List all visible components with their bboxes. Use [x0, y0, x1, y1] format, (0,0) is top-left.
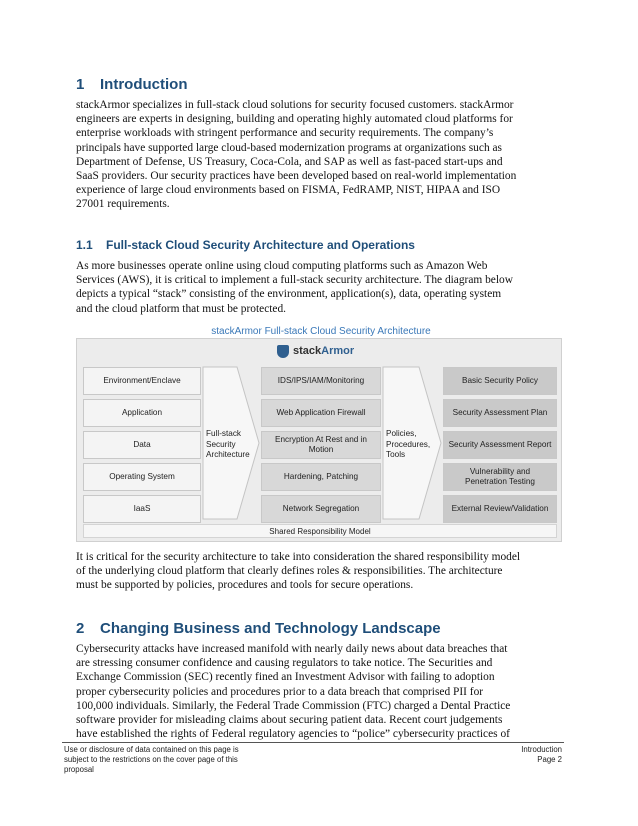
text-line: must be supported by policies, procedures and tools for secure operations.	[76, 579, 414, 592]
text-line: principals have supported large cloud-based modernization programs at organizations such as	[76, 141, 502, 154]
stack-layer-box: Environment/Enclave	[83, 367, 201, 395]
text-line: have established the rights of Federal regulatory agencies to “police” cybersecurity practices of	[76, 728, 510, 741]
stackarmor-logo	[277, 343, 367, 359]
text-line: of the underlying cloud platform that clearly defines roles & responsibilities. The architecture	[76, 565, 503, 578]
policy-column	[443, 367, 557, 523]
security-control-box: Encryption At Rest and in Motion	[261, 431, 381, 459]
policy-box: Basic Security Policy	[443, 367, 557, 395]
text-line: are stressing consumer confidence and causing regulators to take notice. The Securities and	[76, 657, 493, 670]
text-line: As more businesses operate online using cloud computing platforms such as Amazon Web	[76, 260, 488, 272]
text-line: 100,000 individuals. Similarly, the Federal Trade Commission (FTC) charged a Dental Practice	[76, 699, 511, 712]
text-line: proper cybersecurity policies and procedures prior to a data breach that comprised PII for	[76, 685, 484, 698]
arrow-label-line: Policies,	[386, 429, 417, 438]
policy-box: Security Assessment Report	[443, 431, 557, 459]
stack-layer-box: IaaS	[83, 495, 201, 523]
text-line: stackArmor specializes in full-stack cloud solutions for security focused customers. stackArmor	[76, 99, 514, 111]
footer-disclaimer	[64, 745, 284, 775]
arrow-label-policies	[386, 429, 430, 461]
architecture-paragraph	[76, 550, 566, 593]
heading-number: 1	[76, 76, 85, 93]
stack-layer-box: Application	[83, 399, 201, 427]
security-control-box: Hardening, Patching	[261, 463, 381, 491]
arrow-label-line: Tools	[386, 450, 406, 459]
text-line: Cybersecurity attacks have increased manifold with nearly daily news about data breaches that	[76, 643, 508, 655]
text-line: enterprise workloads with stringent performance and security requirements. The company’s	[76, 127, 494, 140]
heading-title: Introduction	[100, 76, 188, 93]
stack-layer-box: Data	[83, 431, 201, 459]
heading-title: Changing Business and Technology Landscape	[100, 620, 441, 637]
shared-responsibility-bar: Shared Responsibility Model	[83, 524, 557, 538]
security-architecture-diagram	[76, 338, 562, 542]
text-line: Exchange Commission (SEC) recently fined an Investment Advisor with failing to adoption	[76, 671, 495, 684]
text-line: Department of Defense, US Treasury, Coca-Cola, and SAP as well as fast-paced start-ups and	[76, 155, 503, 168]
security-controls-column	[261, 367, 381, 523]
footer-line: subject to the restrictions on the cover page of this	[64, 755, 238, 764]
arrow-label-line: Architecture	[206, 450, 250, 459]
logo-text	[293, 345, 354, 357]
logo-prefix: stack	[293, 345, 322, 357]
figure-caption: stackArmor Full-stack Cloud Security Architecture	[211, 326, 431, 337]
footer-section-name: Introduction	[521, 745, 562, 754]
security-control-box: Network Segregation	[261, 495, 381, 523]
policy-box: Vulnerability and Penetration Testing	[443, 463, 557, 491]
heading-introduction	[76, 76, 187, 93]
logo-suffix: Armor	[321, 345, 355, 357]
stack-layers-column	[83, 367, 201, 523]
footer-page-info	[521, 745, 562, 765]
text-line: 27001 requirements.	[76, 198, 170, 211]
heading-number: 2	[76, 620, 85, 637]
arrow-label-line: Full-stack	[206, 429, 242, 438]
stack-layer-box: Operating System	[83, 463, 201, 491]
footer-page-number: Page 2	[537, 755, 562, 764]
intro-paragraph	[76, 98, 566, 212]
arrow-label-architecture	[206, 429, 250, 461]
heading-number: 1.1	[76, 238, 93, 252]
heading-full-stack-security	[76, 238, 415, 252]
shield-icon	[277, 345, 289, 358]
heading-title: Full-stack Cloud Security Architecture and Operations	[106, 238, 415, 252]
text-line: Services (AWS), it is critical to implement a full-stack security architecture. The diagram below	[76, 274, 513, 287]
policy-box: Security Assessment Plan	[443, 399, 557, 427]
text-line: and the cloud platform that must be protected.	[76, 302, 287, 315]
security-control-box: Web Application Firewall	[261, 399, 381, 427]
text-line: engineers are experts in designing, building and operating highly automated cloud platforms for	[76, 113, 513, 126]
policy-box: External Review/Validation	[443, 495, 557, 523]
text-line: software provider for misleading claims about securing patient data. Recent court judgements	[76, 714, 503, 727]
text-line: It is critical for the security architecture to take into consideration the shared responsibility model	[76, 551, 521, 563]
arrow-label-line: Procedures,	[386, 439, 431, 449]
security-control-box: IDS/IPS/IAM/Monitoring	[261, 367, 381, 395]
full-stack-paragraph	[76, 259, 566, 316]
text-line: experience of large cloud environments based on FISMA, FedRAMP, NIST, HIPAA and ISO	[76, 184, 501, 197]
arrow-label-line: Security	[206, 439, 236, 449]
footer-divider	[62, 742, 564, 743]
heading-changing-landscape	[76, 620, 441, 637]
footer-line: proposal	[64, 765, 94, 774]
footer-line: Use or disclosure of data contained on this page is	[64, 745, 239, 754]
text-line: depicts a typical “stack” consisting of the environment, application(s), data, operating system	[76, 288, 502, 301]
landscape-paragraph	[76, 642, 566, 741]
text-line: SaaS providers. Our security practices have been developed based on real-world implementation	[76, 170, 517, 183]
